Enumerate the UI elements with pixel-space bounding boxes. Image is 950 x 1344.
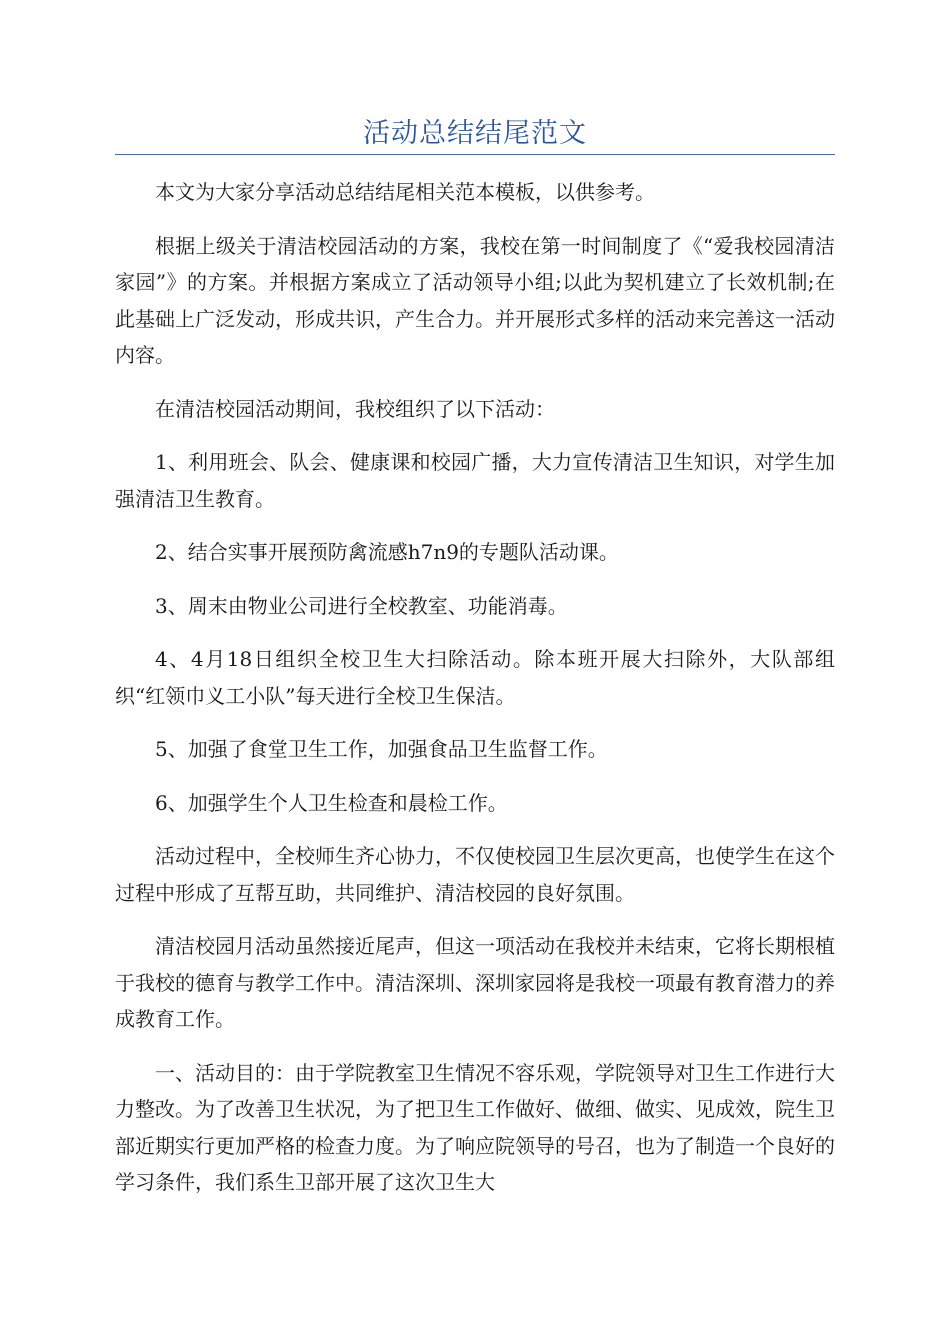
paragraph-activities-lead: 在清洁校园活动期间，我校组织了以下活动： — [155, 396, 555, 421]
document-body — [115, 174, 835, 1218]
title-underline — [115, 154, 835, 155]
list-item-4: 4、4月18日组织全校卫生大扫除活动。除本班开展大扫除外，大队部组织“红领巾义工小队”每天进行全校卫生保洁。 — [115, 647, 835, 708]
paragraph-background: 根据上级关于清洁校园活动的方案，我校在第一时间制度了《“爱我校园清洁家园”》的方案。并根据方案成立了活动领导小组;以此为契机建立了长效机制;在此基础上广泛发动，形成共识，产生合力。并开展形式多样的活动来完善这一活动内容。 — [115, 233, 835, 367]
list-item-1: 1、利用班会、队会、健康课和校园广播，大力宣传清洁卫生知识，对学生加强清洁卫生教育。 — [115, 450, 835, 511]
document-title: 活动总结结尾范文 — [363, 118, 587, 149]
list-item-6: 6、加强学生个人卫生检查和晨检工作。 — [155, 790, 508, 815]
paragraph-conclusion: 清洁校园月活动虽然接近尾声，但这一项活动在我校并未结束，它将长期根植于我校的德育与教学工作中。清洁深圳、深圳家园将是我校一项最有教育潜力的养成教育工作。 — [115, 934, 835, 1031]
list-item-5: 5、加强了食堂卫生工作，加强食品卫生监督工作。 — [155, 737, 608, 761]
list-item-2: 2、结合实事开展预防禽流感h7n9的专题队活动课。 — [155, 540, 619, 564]
paragraph-process: 活动过程中，全校师生齐心协力，不仅使校园卫生层次更高，也使学生在这个过程中形成了互帮互助，共同维护、清洁校园的良好氛围。 — [115, 844, 835, 905]
list-item-3: 3、周末由物业公司进行全校教室、功能消毒。 — [155, 593, 568, 618]
paragraph-purpose: 一、活动目的：由于学院教室卫生情况不容乐观，学院领导对卫生工作进行大力整改。为了改善卫生状况，为了把卫生工作做好、做细、做实、见成效，院生卫部近期实行更加严格的检查力度。为了响应院领导的号召，也为了制造一个良好的学习条件，我们系生卫部开展了这次卫生大 — [115, 1060, 835, 1194]
paragraph-intro: 本文为大家分享活动总结结尾相关范本模板，以供参考。 — [155, 180, 655, 204]
